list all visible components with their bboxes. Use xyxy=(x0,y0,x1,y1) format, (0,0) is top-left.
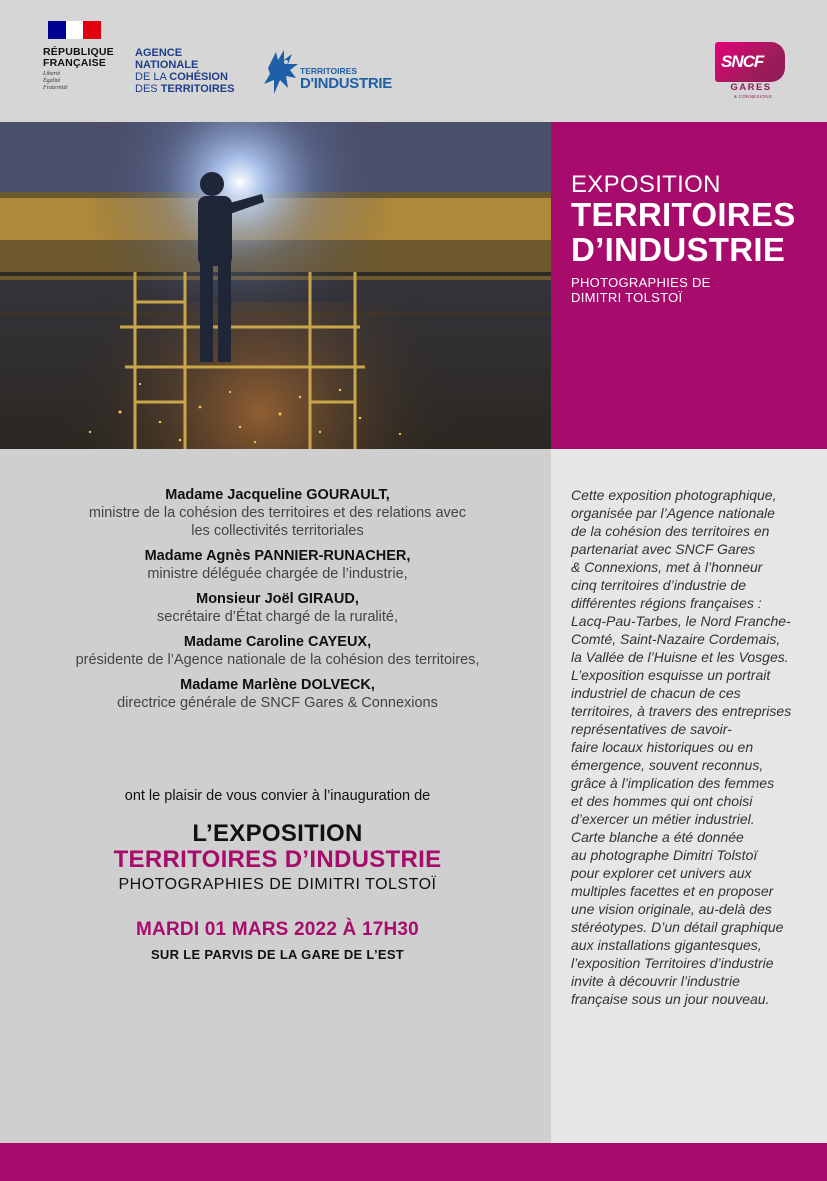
banner-exposition-label: EXPOSITION xyxy=(571,171,721,198)
header-logos xyxy=(0,0,827,122)
welder-illustration xyxy=(0,122,551,449)
hosts-list xyxy=(0,487,555,720)
title-banner xyxy=(551,122,827,449)
republique-francaise-logo xyxy=(43,21,123,92)
event-date: MARDI 01 MARS 2022 À 17H30 xyxy=(136,919,419,940)
anct-logo: AGENCE NATIONALE DE LA COHÉSION DES TERRITOIRES xyxy=(135,47,235,95)
event-place: SUR LE PARVIS DE LA GARE DE L’EST xyxy=(150,947,405,962)
host-item: Madame Caroline CAYEUX, présidente de l’Agence nationale de la cohésion des territoires, xyxy=(75,634,480,668)
territoires-industrie-logo: TERRITOIRES D'INDUSTRIE xyxy=(262,48,402,98)
description-panel xyxy=(551,449,827,1143)
invitation-panel xyxy=(0,449,551,1143)
footer-band xyxy=(0,1143,827,1181)
invitation-text: ont le plaisir de vous convier à l’inauguration de xyxy=(124,788,431,804)
host-item: Madame Jacqueline GOURAULT, ministre de la cohésion des territoires et des relations avec les collectivités territoriales xyxy=(88,487,467,539)
sncf-gares-connexions-logo: SNCF GARES & CONNEXIONS xyxy=(715,42,787,102)
republique-motto: Liberté Égalité Fraternité xyxy=(43,71,68,91)
rooster-icon xyxy=(262,48,302,98)
republique-name: RÉPUBLIQUE FRANÇAISE xyxy=(43,46,114,69)
host-item: Monsieur Joël GIRAUD, secrétaire d’État chargé de la ruralité, xyxy=(157,591,398,625)
exhibition-title-block: L’EXPOSITION TERRITOIRES D’INDUSTRIE PHOTOGRAPHIES DE DIMITRI TOLSTOÏ xyxy=(113,820,442,893)
banner-photographer: PHOTOGRAPHIES DE DIMITRI TOLSTOÏ xyxy=(571,275,711,305)
host-item: Madame Marlène DOLVECK, directrice générale de SNCF Gares & Connexions xyxy=(117,677,438,711)
welder-photo xyxy=(0,122,551,449)
french-flag-icon xyxy=(48,21,101,39)
host-item: Madame Agnès PANNIER-RUNACHER, ministre déléguée chargée de l’industrie, xyxy=(144,548,411,582)
exhibition-description: Cette exposition photographique, organisée par l’Agence nationale de la cohésion des territoires en partenariat avec SNCF Gares & Connexions, met à l’honneur cinq territoires d’industrie de différentes régions françaises : Lacq-Pau-Tarbes, le Nord Franche- Comté, Saint-Nazaire Cordemais, la Vallée de l’Huisne et les Vosges. L’exposition esquisse un portrait industriel de chacun de ces territoires, à travers des entreprises représentatives de savoir- faire locaux historiques ou en émergence, souvent reconnus, grâce à l’implication des femmes et des hommes qui ont choisi d’exercer un métier industriel. Carte blanche a été donnée au photographe Dimitri Tolstoï pour explorer cet univers aux multiples facettes et en proposer une vision originale, au-delà des stéréotypes. D’un détail graphique aux installations gigantesques, l’exposition Territoires d’industrie invite à découvrir l’industrie française sous un jour nouveau. xyxy=(571,487,792,1007)
banner-title: TERRITOIRES D’INDUSTRIE xyxy=(571,196,796,268)
